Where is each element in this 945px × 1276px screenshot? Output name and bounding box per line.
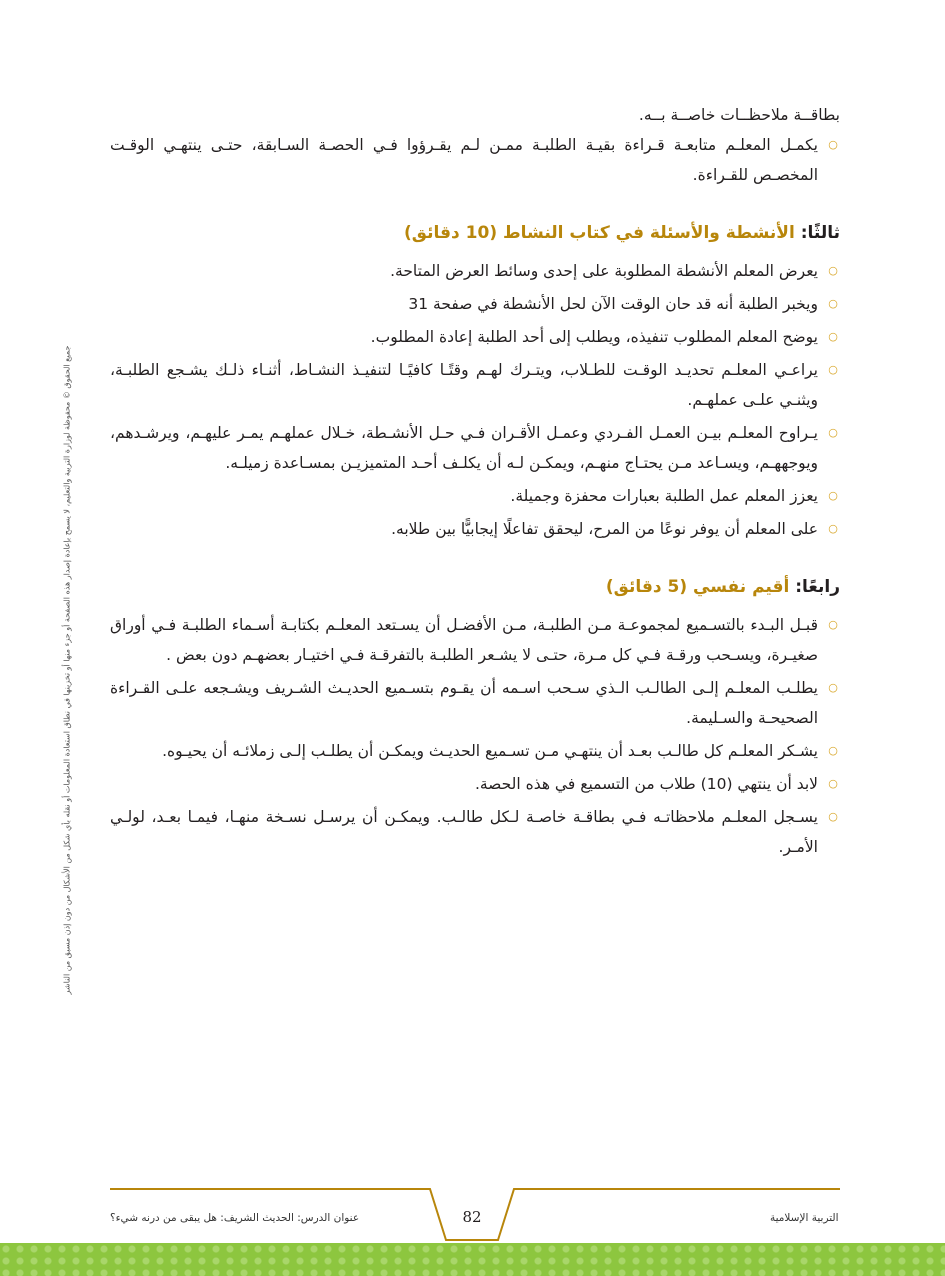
list-item: ○ يكمـل المعلـم متابعـة قـراءة بقيـة الطلبـة ممـن لـم يقـرؤوا فـي الحصـة السـابقة، حتـى ينتهـي الوقـت المخصـص للقـراءة.: [110, 130, 840, 190]
bullet-icon: ○: [828, 777, 838, 790]
footer-subject: التربية الإسلامية: [770, 1212, 839, 1224]
list-item: ○ قبـل البـدء بالتسـميع لمجموعـة مـن الطلبـة، مـن الأفضـل أن يسـتعد المعلـم بكتابـة أسـماء الطلبـة فـي أوراق صغيـرة، ويسـحب ورقـة فـي كل مـرة، حتـى لا يشـعر الطلبـة بالتفرقـة فـي اختيـار بعضهـم دون بعض .: [110, 610, 840, 670]
footer-lesson-title: الحديث الشريف: هل يبقى من درنه شيء؟: [110, 1212, 294, 1224]
page-number: 82: [462, 1208, 482, 1226]
bullet-icon: ○: [828, 744, 838, 757]
section-3-ordinal: ثالثًا:: [794, 223, 840, 243]
section-4-ordinal: رابعًا:: [789, 577, 840, 597]
bullet-icon: ○: [828, 297, 838, 310]
list-item: ○ يطلـب المعلـم إلـى الطالـب الـذي سـحب اسـمه أن يقـوم بتسـميع الحديـث الشـريف ويشـجعه علـى القـراءة الصحيحـة والسـليمة.: [110, 673, 840, 733]
list-item: ○ لابد أن ينتهي (10) طلاب من التسميع في هذه الحصة.: [110, 769, 840, 799]
section-3-list: [110, 256, 840, 544]
section-3-title: الأنشطة والأسئلة في كتاب النشاط (10 دقائق): [404, 223, 795, 243]
bullet-icon: ○: [828, 681, 838, 694]
footer-lesson-label: عنوان الدرس:: [297, 1212, 360, 1224]
bullet-icon: ○: [828, 522, 838, 535]
bullet-icon: ○: [828, 489, 838, 502]
decorative-footer-band: [0, 1243, 945, 1276]
section-4-heading: [110, 572, 840, 602]
bullet-icon: ○: [828, 363, 838, 376]
copyright-side-note: [60, 300, 74, 1040]
bullet-icon: ○: [828, 264, 838, 277]
section-4-list: [110, 610, 840, 862]
intro-list: [110, 130, 840, 190]
list-item: ○ على المعلم أن يوفر نوعًا من المرح، ليحقق تفاعلًا إيجابيًّا بين طلابه.: [110, 514, 840, 544]
bullet-icon: ○: [828, 426, 838, 439]
footer-lesson: [110, 1212, 359, 1224]
bullet-icon: ○: [828, 618, 838, 631]
bullet-icon: ○: [828, 330, 838, 343]
list-item: ○ يوضح المعلم المطلوب تنفيذه، ويطلب إلى أحد الطلبة إعادة المطلوب.: [110, 322, 840, 352]
section-4-title: أقيم نفسي (5 دقائق): [605, 577, 790, 597]
main-content: [110, 100, 840, 865]
list-item: ○ يراعـي المعلـم تحديـد الوقـت للطـلاب، ويتـرك لهـم وقتًـا كافيًـا لتنفيـذ النشـاط، أثنـاء ذلـك يشـجع الطلبـة، ويثنـي علـى عملهـم.: [110, 355, 840, 415]
list-item: ○ يشـكر المعلـم كل طالـب بعـد أن ينتهـي مـن تسـميع الحديـث ويمكـن أن يطلـب إلـى زملائـه أن يحيـوه.: [110, 736, 840, 766]
list-item: ○ يـراوح المعلـم بيـن العمـل الفـردي وعمـل الأقـران فـي حـل الأنشـطة، خـلال عملهـم يمـر عليهـم، ويرشـدهم، ويوجههـم، ويسـاعد مـن يحتـاج منهـم، ويمكـن لـه أن يكلـف أحـد المتميزيـن بمسـاعدة زميلـه.: [110, 418, 840, 478]
list-item: ○ يعزز المعلم عمل الطلبة بعبارات محفزة وجميلة.: [110, 481, 840, 511]
copyright-text: جميع الحقوق © محفوظة لوزارة التربية والتعليم، لا يسمح بإعادة إصدار هذه الصفحة أو جزء منها أو تخزينها في نطاق استعادة المعلومات أو نقله بأي شكل من الأشكال من دون إذن مسبق من الناشر: [62, 345, 72, 995]
list-item: ○ يعرض المعلم الأنشطة المطلوبة على إحدى وسائط العرض المتاحة.: [110, 256, 840, 286]
list-item: ○ يسـجل المعلـم ملاحظاتـه فـي بطاقـة خاصـة لـكل طالـب. ويمكـن أن يرسـل نسـخة منهـا، فيمـا بعـد، لولـي الأمـر.: [110, 802, 840, 862]
intro-continuation: بطاقــة ملاحظــات خاصــة بــه.: [638, 106, 840, 124]
bullet-icon: ○: [828, 138, 838, 151]
section-3-heading: [110, 218, 840, 248]
bullet-icon: ○: [828, 810, 838, 823]
list-item: ○ ويخبر الطلبة أنه قد حان الوقت الآن لحل الأنشطة في صفحة 31: [110, 289, 840, 319]
